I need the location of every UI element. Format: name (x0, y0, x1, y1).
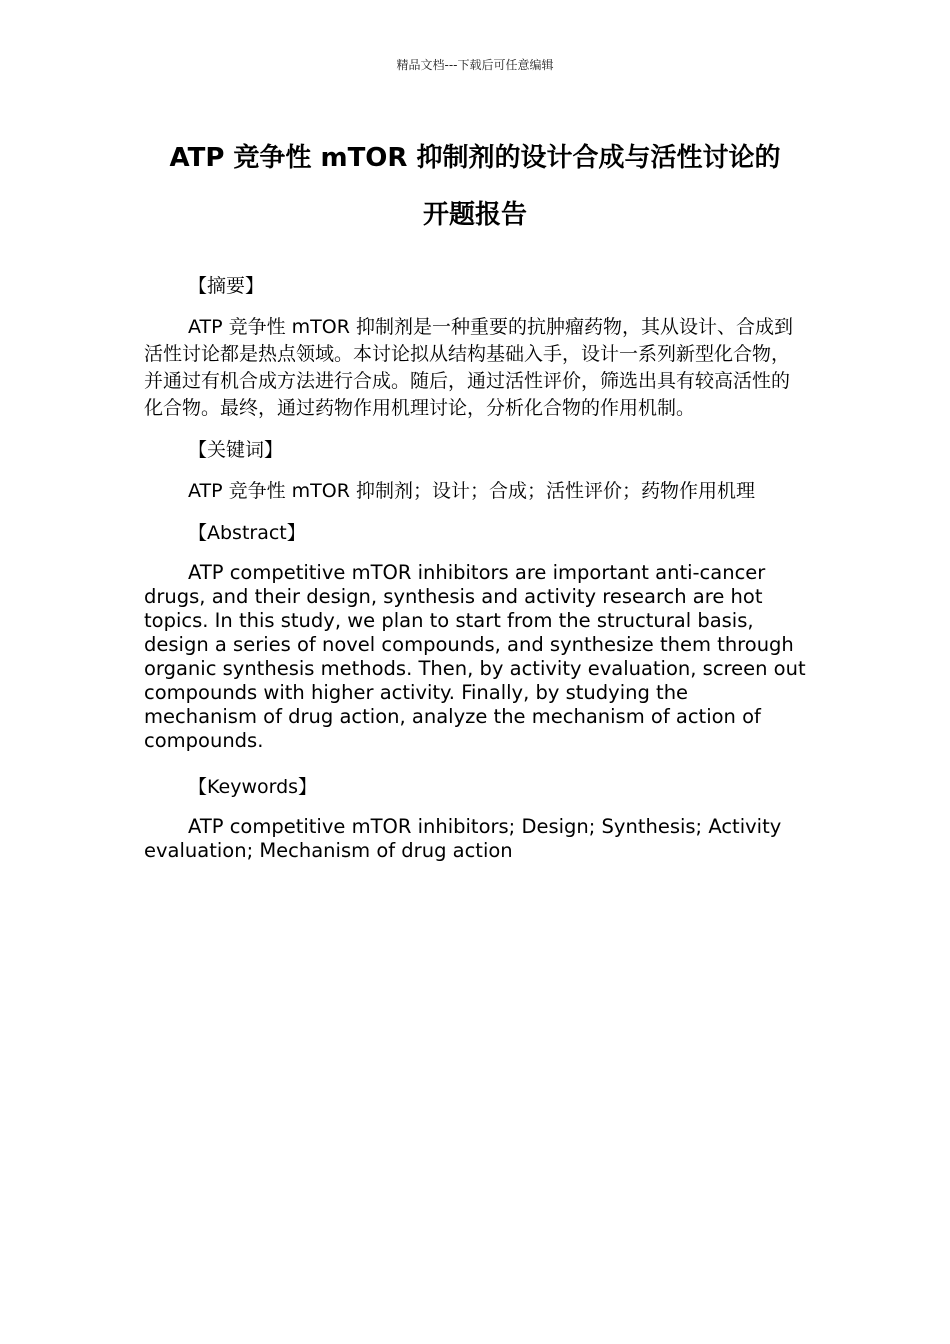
document-title (144, 130, 806, 244)
document-title-line-1: ATP 竞争性 mTOR 抑制剂的设计合成与活性讨论的 (169, 143, 781, 173)
keywords-en-text: ATP competitive mTOR inhibitors; Design; Synthesis; Activity evaluation; Mechanism of drug action (144, 815, 782, 862)
keywords-en-heading: 【Keywords】 (188, 776, 318, 798)
keywords-cn-heading: 【关键词】 (188, 439, 284, 461)
abstract-en-text: ATP competitive mTOR inhibitors are important anti-cancer drugs, and their design, synthesis and activity research are hot topics. In this study, we plan to start from the structural basis, design a series of novel compounds, and synthesize them through organic synthesis methods. Then, by activity evaluation, screen out compounds with higher activity. Finally, by studying the mechanism of drug action, analyze the mechanism of action of compounds. (144, 561, 806, 752)
page-header-note: 精品文档---下载后可任意编辑 (396, 58, 554, 72)
abstract-cn-heading: 【摘要】 (188, 275, 265, 297)
keywords-cn-text: ATP 竞争性 mTOR 抑制剂；设计；合成；活性评价；药物作用机理 (188, 480, 755, 502)
document-body (144, 268, 806, 867)
document-title-line-2: 开题报告 (422, 200, 527, 230)
abstract-en-heading: 【Abstract】 (188, 522, 306, 544)
abstract-cn-text: ATP 竞争性 mTOR 抑制剂是一种重要的抗肿瘤药物，其从设计、合成到活性讨论都是热点领域。本讨论拟从结构基础入手，设计一系列新型化合物，并通过有机合成方法进行合成。随后，通过活性评价，筛选出具有较高活性的化合物。最终，通过药物作用机理讨论，分析化合物的作用机制。 (144, 316, 793, 419)
